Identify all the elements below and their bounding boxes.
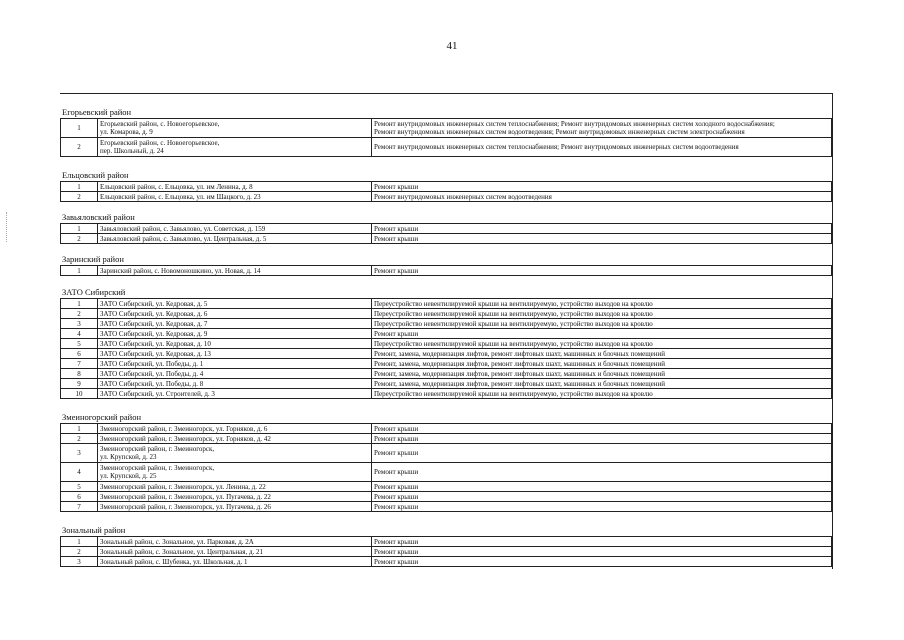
- work-type-line: Ремонт крыши: [374, 492, 419, 501]
- work-type-cell: [371, 463, 832, 481]
- row-number: 1: [60, 424, 97, 433]
- section-title: Завьяловский район: [62, 212, 135, 222]
- row-number: 2: [60, 192, 97, 201]
- work-type-line: Ремонт крыши: [374, 502, 419, 511]
- work-type-line: Ремонт, замена, модернизация лифтов, ремонт лифтовых шахт, машинных и блочных помещений: [374, 379, 665, 388]
- work-type-cell: [371, 444, 832, 462]
- row-number: 6: [60, 349, 97, 358]
- address-cell: [97, 502, 371, 511]
- row-number: 1: [60, 299, 97, 308]
- table-row: [60, 265, 832, 276]
- address-line: Змеиногорский район, г. Змеиногорск,: [100, 464, 215, 472]
- work-type-line: Ремонт, замена, модернизация лифтов, ремонт лифтовых шахт, машинных и блочных помещений: [374, 349, 665, 358]
- table-row: [60, 118, 832, 138]
- row-number: 4: [60, 329, 97, 338]
- address-cell: [97, 424, 371, 433]
- row-number: 2: [60, 547, 97, 556]
- address-cell: [97, 547, 371, 556]
- work-type-line: Ремонт крыши: [374, 547, 419, 556]
- address-line: Ельцовский район, с. Ельцовка, ул. им Ленина, д. 8: [100, 182, 253, 191]
- address-cell: [97, 359, 371, 368]
- row-number: 7: [60, 359, 97, 368]
- address-cell: [97, 389, 371, 398]
- work-type-cell: [371, 319, 832, 328]
- table-row: [60, 191, 832, 202]
- address-cell: [97, 234, 371, 243]
- work-type-line: Ремонт внутридомовых инженерных систем водоотведения; Ремонт внутридомовых инженерных систем электроснабжения: [374, 128, 745, 136]
- address-line: Зональный район, с. Зональное, ул. Парковая, д. 2А: [100, 537, 254, 546]
- work-type-cell: [371, 369, 832, 378]
- row-number: 5: [60, 482, 97, 491]
- address-cell: [97, 182, 371, 191]
- work-type-line: Ремонт внутридомовых инженерных систем теплоснабжения; Ремонт внутридомовых инженерных систем холодного водоснабжения;: [374, 120, 775, 128]
- work-type-line: Ремонт крыши: [374, 266, 419, 275]
- address-cell: [97, 369, 371, 378]
- address-cell: [97, 379, 371, 388]
- work-type-line: Переустройство невентилируемой крыши на вентилируемую, устройство выходов на кровлю: [374, 309, 653, 318]
- address-cell: [97, 319, 371, 328]
- address-cell: [97, 349, 371, 358]
- row-number: 1: [60, 182, 97, 191]
- work-type-line: Ремонт, замена, модернизация лифтов, ремонт лифтовых шахт, машинных и блочных помещений: [374, 369, 665, 378]
- work-type-cell: [371, 182, 832, 191]
- address-line: ЗАТО Сибирский, ул. Кедровая, д. 6: [100, 309, 208, 318]
- work-type-line: Ремонт крыши: [374, 468, 419, 476]
- work-type-cell: [371, 557, 832, 566]
- address-cell: [97, 482, 371, 491]
- row-number: 1: [60, 266, 97, 275]
- address-cell: [97, 339, 371, 348]
- work-type-cell: [371, 224, 832, 233]
- work-type-line: Ремонт крыши: [374, 557, 419, 566]
- work-type-line: Переустройство невентилируемой крыши на вентилируемую, устройство выходов на кровлю: [374, 319, 653, 328]
- row-number: 2: [60, 434, 97, 443]
- section-title: ЗАТО Сибирский: [62, 287, 126, 297]
- work-type-line: Ремонт крыши: [374, 224, 419, 233]
- work-type-line: Переустройство невентилируемой крыши на вентилируемую, устройство выходов на кровлю: [374, 389, 653, 398]
- address-line: Змеиногорский район, г. Змеиногорск, ул. Пугачева, д. 22: [100, 492, 271, 501]
- table-row: [60, 501, 832, 512]
- work-type-line: Ремонт крыши: [374, 329, 419, 338]
- row-number: 8: [60, 369, 97, 378]
- work-type-line: Ремонт крыши: [374, 434, 419, 443]
- row-number: 7: [60, 502, 97, 511]
- row-number: 2: [60, 138, 97, 156]
- address-cell: [97, 557, 371, 566]
- address-line: пер. Школьный, д. 24: [100, 147, 164, 155]
- row-number: 6: [60, 492, 97, 501]
- table-row: [60, 462, 832, 482]
- row-number: 3: [60, 557, 97, 566]
- work-type-cell: [371, 329, 832, 338]
- address-line: ул. Комарова, д. 9: [100, 128, 153, 136]
- work-type-cell: [371, 309, 832, 318]
- address-cell: [97, 138, 371, 156]
- row-number: 3: [60, 319, 97, 328]
- address-cell: [97, 224, 371, 233]
- address-cell: [97, 434, 371, 443]
- address-line: Змеиногорский район, г. Змеиногорск, ул. Горняков, д. 42: [100, 434, 271, 443]
- section-title: Зональный район: [62, 525, 126, 535]
- scan-margin-mark: [6, 212, 10, 242]
- work-type-cell: [371, 389, 832, 398]
- address-line: ЗАТО Сибирский, ул. Победы, д. 4: [100, 369, 204, 378]
- work-type-cell: [371, 434, 832, 443]
- row-number: 9: [60, 379, 97, 388]
- work-type-line: Ремонт внутридомовых инженерных систем водоотведения: [374, 192, 552, 201]
- address-line: Змеиногорский район, г. Змеиногорск, ул. Ленина, д. 22: [100, 482, 266, 491]
- section-title: Егорьевский район: [62, 107, 132, 117]
- work-type-cell: [371, 547, 832, 556]
- row-number: 1: [60, 119, 97, 137]
- address-line: Егорьевский район, с. Новоегорьевское,: [100, 120, 220, 128]
- table-row: [60, 556, 832, 567]
- work-type-cell: [371, 119, 832, 137]
- repair-table: [60, 93, 833, 569]
- address-line: Заринский район, с. Новомоношкино, ул. Новая, д. 14: [100, 266, 261, 275]
- work-type-line: Ремонт крыши: [374, 234, 419, 243]
- address-line: ЗАТО Сибирский, ул. Кедровая, д. 13: [100, 349, 211, 358]
- address-line: Завьяловский район, с. Завьялово, ул. Советская, д. 159: [100, 224, 266, 233]
- section-title: Змеиногорский район: [62, 412, 142, 422]
- address-line: ЗАТО Сибирский, ул. Кедровая, д. 10: [100, 339, 211, 348]
- work-type-line: Ремонт крыши: [374, 449, 419, 457]
- row-number: 2: [60, 234, 97, 243]
- work-type-line: Ремонт внутридомовых инженерных систем теплоснабжения; Ремонт внутридомовых инженерных систем водоотведения: [374, 143, 739, 151]
- address-cell: [97, 444, 371, 462]
- work-type-line: Переустройство невентилируемой крыши на вентилируемую, устройство выходов на кровлю: [374, 339, 653, 348]
- address-line: ул. Крупской, д. 25: [100, 472, 157, 480]
- work-type-line: Ремонт крыши: [374, 424, 419, 433]
- work-type-line: Ремонт крыши: [374, 482, 419, 491]
- address-cell: [97, 119, 371, 137]
- work-type-cell: [371, 492, 832, 501]
- work-type-line: Ремонт, замена, модернизация лифтов, ремонт лифтовых шахт, машинных и блочных помещений: [374, 359, 665, 368]
- work-type-cell: [371, 192, 832, 201]
- address-cell: [97, 463, 371, 481]
- page-number: 41: [446, 40, 458, 52]
- work-type-line: Ремонт крыши: [374, 182, 419, 191]
- work-type-cell: [371, 339, 832, 348]
- row-number: 10: [60, 389, 97, 398]
- address-line: Змеиногорский район, г. Змеиногорск, ул. Пугачева, д. 26: [100, 502, 271, 511]
- table-row: [60, 233, 832, 244]
- address-cell: [97, 192, 371, 201]
- row-number: 1: [60, 537, 97, 546]
- address-line: ул. Крупской, д. 23: [100, 453, 157, 461]
- address-cell: [97, 309, 371, 318]
- work-type-cell: [371, 359, 832, 368]
- address-line: Ельцовский район, с. Ельцовка, ул. им Шацкого, д. 23: [100, 192, 261, 201]
- work-type-cell: [371, 138, 832, 156]
- row-number: 2: [60, 309, 97, 318]
- row-number: 5: [60, 339, 97, 348]
- row-number: 1: [60, 224, 97, 233]
- address-line: Егорьевский район, с. Новоегорьевское,: [100, 139, 220, 147]
- address-cell: [97, 329, 371, 338]
- work-type-cell: [371, 349, 832, 358]
- work-type-cell: [371, 234, 832, 243]
- address-line: ЗАТО Сибирский, ул. Кедровая, д. 7: [100, 319, 208, 328]
- work-type-cell: [371, 424, 832, 433]
- section-title: Ельцовский район: [62, 170, 129, 180]
- address-line: ЗАТО Сибирский, ул. Победы, д. 8: [100, 379, 204, 388]
- address-cell: [97, 492, 371, 501]
- row-number: 4: [60, 463, 97, 481]
- work-type-cell: [371, 502, 832, 511]
- work-type-cell: [371, 379, 832, 388]
- work-type-line: Ремонт крыши: [374, 537, 419, 546]
- address-line: Змеиногорский район, г. Змеиногорск,: [100, 445, 215, 453]
- work-type-line: Переустройство невентилируемой крыши на вентилируемую, устройство выходов на кровлю: [374, 299, 653, 308]
- table-row: [60, 137, 832, 157]
- address-cell: [97, 299, 371, 308]
- work-type-cell: [371, 482, 832, 491]
- address-line: Зональный район, с. Зональное, ул. Центральная, д. 21: [100, 547, 264, 556]
- work-type-cell: [371, 299, 832, 308]
- address-cell: [97, 266, 371, 275]
- address-line: ЗАТО Сибирский, ул. Кедровая, д. 9: [100, 329, 208, 338]
- section-title: Заринский район: [62, 254, 124, 264]
- address-line: Змеиногорский район, г. Змеиногорск, ул. Горняков, д. 6: [100, 424, 268, 433]
- address-cell: [97, 537, 371, 546]
- table-row: [60, 388, 832, 399]
- work-type-cell: [371, 537, 832, 546]
- row-number: 3: [60, 444, 97, 462]
- address-line: Зональный район, с. Шубенка, ул. Школьная, д. 1: [100, 557, 248, 566]
- table-row: [60, 443, 832, 463]
- address-line: ЗАТО Сибирский, ул. Победы, д. 1: [100, 359, 204, 368]
- address-line: Завьяловский район, с. Завьялово, ул. Центральная, д. 5: [100, 234, 267, 243]
- work-type-cell: [371, 266, 832, 275]
- address-line: ЗАТО Сибирский, ул. Строителей, д. 3: [100, 389, 215, 398]
- address-line: ЗАТО Сибирский, ул. Кедровая, д. 5: [100, 299, 208, 308]
